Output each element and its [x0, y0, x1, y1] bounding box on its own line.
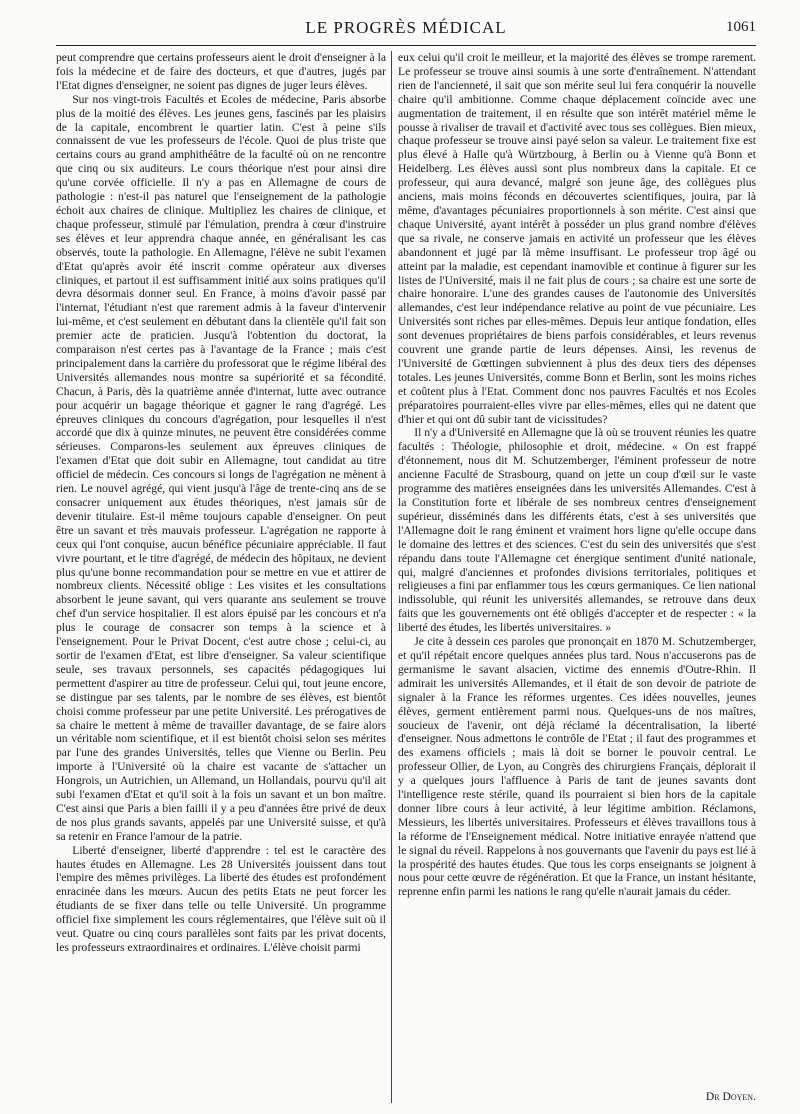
left-column [56, 51, 386, 1103]
paragraph: eux celui qu'il croit le meilleur, et la majorité des élèves se trompe rarement. Le professeur se trouve ainsi soumis à une sorte d'entraînement. N'attendant rien de l'ancienneté, il sait que son mérite seul lui fera conquérir la nouvelle chaire qu'il ambitionne. Comme chaque déplacement coïncide avec une augmentation de traitement, il en résulte que son intérêt matériel même le pousse à rivaliser de travail et d'activité avec tous ses collègues. Bien mieux, chaque professeur se trouve ainsi payé selon sa valeur. Le traitement fixe est plus élevé à Halle qu'à Würtzbourg, à Berlin ou à Vienne qu'à Bonn et Heidelberg. Les élèves aussi sont plus nombreux dans la capitale. Et ce professeur, qui aura devancé, malgré son jeune âge, des collègues plus anciens, mais moins féconds en découvertes scientifiques, jouira, par là même, d'avantages pécuniaires proportionnels à son mérite. C'est ainsi que chaque Université, ayant intérêt à posséder un plus grand nombre d'élèves que sa rivale, ne conserve jamais en activité un professeur que les élèves abandonnent et jugé par là même insuffisant. Le professeur trop âgé ou atteint par la maladie, est cependant inamovible et continue à figurer sur les listes de l'Université, mais il ne fait plus de cours ; sa chaire est une sorte de chaire honoraire. L'une des grandes causes de l'autonomie des Universités allemandes, c'est leur indépendance relative au point de vue pécuniaire. Les Universités sont riches par elles-mêmes. Depuis leur antique fondation, elles sont devenues propriétaires de biens parfois considérables, et leurs revenus couvrent une grande partie de leurs dépenses. Ainsi, les revenus de l'Université de Gœttingen subviennent à plus des deux tiers des dépenses totales. Les jeunes Universités, comme Bonn et Berlin, sont les moins riches et coûtent plus à l'Etat. Comment donc nos pauvres Facultés et nos Ecoles préparatoires pourraient-elles vivre par elles-mêmes, elles qui ne datent que d'hier et qui ont dû subir tant de vicissitudes? [398, 51, 756, 426]
paragraph: peut comprendre que certains professeurs aient le droit d'enseigner à la fois la médecine et de faire des docteurs, et que d'autres, jugés par l'Etat dignes d'enseigner, ne soient pas dignes de juger leurs élèves. [56, 51, 386, 92]
header-rule [56, 45, 756, 46]
right-column [398, 51, 756, 1103]
paragraph: Liberté d'enseigner, liberté d'apprendre : tel est le caractère des hautes études en Allemagne. Les 28 Universités jouissent dans tout l'empire des mêmes privilèges. La liberté des études est profondément enracinée dans les mœurs. Aucun des petits Etats ne peut forcer les étudiants de se fixer dans telle ou telle Université. Un programme officiel fixe simplement les cours réglementaires, que l'élève suit où il veut. Quatre ou cinq cours parallèles sont faits par les privat docents, les professeurs extraordinaires et ordinaires. L'élève choisit parmi [56, 843, 386, 954]
author-signature: Dr Doyen. [705, 1090, 756, 1103]
page-number: 1061 [726, 19, 756, 35]
column-divider [391, 51, 392, 1103]
paragraph: Sur nos vingt-trois Facultés et Ecoles de médecine, Paris absorbe plus de la moitié des élèves. Les jeunes gens, fascinés par les plaisirs de la capitale, encombrent le quartier latin. C'est à peine s'ils connaissent de vue les professeurs de l'école. Quoi de plus triste que certains cours au grand amphithéâtre de la faculté où on ne rencontre que cinq ou six auditeurs. Le cours théorique n'est pour ainsi dire qu'une corvée officielle. Il n'y a pas en Allemagne de cours de pathologie : n'est-il pas naturel que l'enseignement de la pathologie échoit aux chaires de clinique. Multipliez les chaires de clinique, et chaque professeur, stimulé par l'émulation, prendra à cœur d'instruire ses élèves et leur apprendra chaque année, en généralisant les cas observés, toute la pathologie. En Allemagne, l'élève ne subit l'examen d'Etat qu'après avoir été inscrit comme opérateur aux diverses cliniques, et partout il est suffisamment initié aux soins pratiques qu'il devra désormais donner seul. En France, à moins d'avoir passé par l'internat, l'étudiant n'est que rarement admis à la faveur d'intervenir lui-même, et c'est seulement en débutant dans la clientèle qu'il fait son premier acte de praticien. Jusqu'à l'obtention du doctorat, la comparaison n'est certes pas à l'avantage de la France ; mais c'est principalement dans la carrière du professorat que le régime libéral des Universités allemandes nous montre sa supériorité et sa fécondité. Chacun, à Paris, dès la quatrième année d'internat, lutte avec outrance pour acquérir un bagage théorique et gagner le rang d'agrégé. Les épreuves cliniques du concours d'agrégation, pour lesquelles il n'est accordé que dix à quinze minutes, ne peuvent être considérées comme sérieuses. Comparons-les seulement aux épreuves cliniques de l'examen d'Etat que doit subir en Allemagne, tout candidat au titre officiel de médecin. Ces concours si longs de l'agrégation ne mènent à rien. Le nouvel agrégé, qui vient jusqu'à l'âge de trente-cinq ans de se consacrer uniquement aux études théoriques, n'est jamais sûr de devenir titulaire. Est-il même toujours capable d'enseigner. On peut être un savant et très mauvais professeur. L'agrégation ne rapporte à ceux qui l'ont conquise, aucun bénéfice pécuniaire appréciable. Il faut vivre pourtant, et le titre d'agrégé, de médecin des hôpitaux, ne devient plus qu'une bonne recommandation pour se mettre en vue et attirer de nombreux clients. Nécessité oblige : Les visites et les consultations absorbent le jeune savant, qui vers quarante ans seulement se trouve chef d'un service hospitalier. Il est alors épuisé par les concours et n'a plus le courage de consacrer son temps à la science et à l'enseignement. Pour le Privat Docent, c'est autre chose ; celui-ci, au sortir de l'examen d'Etat, est libre d'enseigner. Sa valeur scientifique seule, ses travaux personnels, ses capacités pédagogiques lui permettent d'aspirer au titre de professeur. Celui qui, tout jeune encore, se distingue par ses talents, par le nombre de ses élèves, est bientôt choisi comme professeur par une petite Université. Les prérogatives de sa chaire le mettent à même de travailler davantage, de se faire alors un véritable nom scientifique, et il est bientôt choisi selon ses mérites par l'une des grandes Universités, telles que Vienne ou Berlin. Peu importe à l'Université où la chaire est vacante de s'attacher un Hongrois, un Autrichien, un Allemand, un Hollandais, pourvu qu'il ait subi l'examen d'Etat et qu'il soit à la fois un savant et un bon maître. C'est ainsi que Paris a bien failli il y a peu d'années être privé de deux de nos plus grands savants, appelés par une Université suisse, et qu'à sa retenir en France l'amour de la patrie. [56, 92, 386, 843]
running-title: LE PROGRÈS MÉDICAL [305, 18, 507, 37]
paragraph: Il n'y a d'Université en Allemagne que là où se trouvent réunies les quatre facultés : Théologie, philosophie et droit, médecine. « On est frappé d'étonnement, nous dit M. Schutzemberger, l'éminent professeur de notre ancienne Faculté de Strasbourg, quand on jette un coup d'œil sur le vaste programme des matières enseignées dans les universités Allemandes. C'est à la Constitution forte et libérale de ses nombreux centres d'enseignement supérieur, disséminés dans les différents états, c'est à ses universités que l'Allemagne doit le rang éminent et vraiment hors ligne qu'elle occupe dans le domaine des lettres et des sciences. C'est du sein des universités que s'est répandu dans toute l'Allemagne cet énergique sentiment d'unité nationale, qui, malgré d'anciennes et profondes divisions territoriales, politiques et religieuses a fini par enflammer tous les cœurs germaniques. Ce lien national indissoluble, qui réunit les universités allemandes, se retrouve dans deux faits que les gouvernements ont été obligés d'accepter et de respecter : « la liberté des études, les libertés universitaires. » [398, 426, 756, 635]
paragraph: Je cite à dessein ces paroles que prononçait en 1870 M. Schutzemberger, et qu'il répétait encore quelques années plus tard. Nous n'accuserons pas de germanisme le savant alsacien, victime des ennemis d'Outre-Rhin. Il admirait les universités Allemandes, et il était de son devoir de patriote de signaler à la France les réformes urgentes. Ces idées nouvelles, jeunes élèves, germent entièrement parmi nous. Quelques-uns de nos maîtres, soucieux de l'avenir, ont déjà réclamé la décentralisation, la liberté d'enseigner. Nous admettons le contrôle de l'Etat ; il faut des programmes et des examens officiels ; mais là doit se borner le pouvoir central. Le professeur Ollier, de Lyon, au Congrès des chirurgiens Français, déplorait il y a quelques jours l'affluence à Paris de tant de jeunes savants dont l'intelligence reste stérile, quand ils pourraient si bien hors de la capitale donner libre cours à leur activité, à leur légitime ambition. Réclamons, Messieurs, les libertés universitaires. Professeurs et élèves travaillons tous à la réforme de l'Enseignement médical. Notre initiative enrayée n'attend que le signal du réveil. Rappelons à nos gouvernants que l'avenir du pays est lié à la prospérité des hautes études. Que tous les corps enseignants se joignent à nous pour cette œuvre de régénération. Et que la France, un instant hésitante, reprenne enfin parmi les nations le rang qu'elle n'aurait jamais du céder. [398, 635, 756, 899]
page-header [56, 18, 756, 42]
